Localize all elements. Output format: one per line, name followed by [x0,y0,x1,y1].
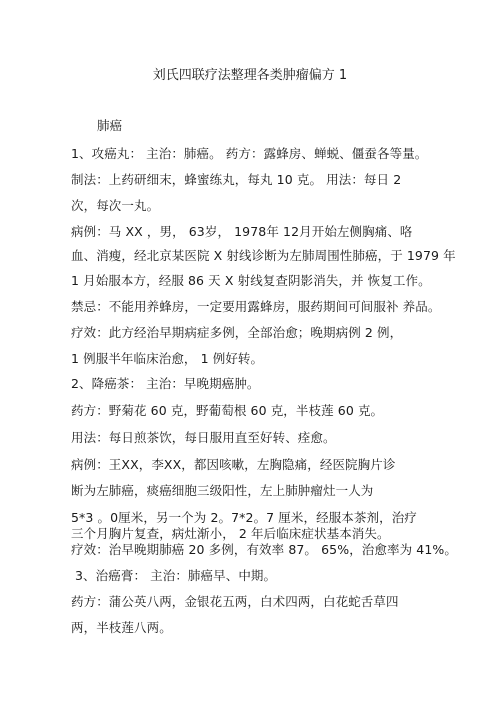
text-line: 制法：上药研细末，蜂蜜练丸，每丸 10 克。 用法：每日 2 [71,172,402,187]
text-line: 1 月始服本方，经服 86 天 X 射线复查阴影消失，并 恢复工作。 [71,273,431,288]
section-heading-lung-cancer: 肺癌 [97,118,123,133]
text-line: 5*3 。0厘米，另一个为 2。7*2。7 厘米，经服本茶剂，治疗 [71,510,417,525]
text-line: 两，半枝莲八两。 [71,620,172,635]
text-line: 疗效：治早晚期肺癌 20 多例，有效率 87。 65%，治愈率为 41%。 [71,542,457,557]
text-line: 3、治癌膏： 主治：肺癌早、中期。 [75,568,277,583]
text-line: 药方：蒲公英八两，金银花五两，白术四两，白花蛇舌草四 [71,594,399,609]
text-line: 1 例服半年临床治愈， 1 例好转。 [71,351,264,366]
text-line: 2、降癌茶： 主治：早晚期癌肿。 [71,376,260,391]
text-line: 用法：每日煎茶饮，每日服用直至好转、痊愈。 [71,430,336,445]
text-line: 病例：马 XX ，男， 63岁， 1978年 12月开始左侧胸痛、咯 [71,224,413,239]
text-line: 断为左肺癌，痰癌细胞三级阳性，左上肺肿瘤灶一人为 [71,483,374,498]
text-line: 三个月胸片复查，病灶渐小， 2 年后临床症状基本消失。 [71,526,390,541]
text-line: 禁忌：不能用养蜂房，一定要用露蜂房，服药期间可间服补 养品。 [71,299,441,314]
text-line: 疗效：此方经治早期病症多例，全部治愈；晚期病例 2 例， [71,325,403,340]
text-line: 1、攻癌丸： 主治：肺癌。 药方：露蜂房、蝉蜕、僵蚕各等量。 [71,146,428,161]
text-line: 病例：王XX，李XX，都因咳嗽，左胸隐痛，经医院胸片诊 [71,457,396,472]
document-title: 刘氏四联疗法整理各类肿瘤偏方 1 [152,68,348,83]
text-line: 次，每次一丸。 [71,198,160,213]
text-line: 血、消瘦，经北京某医院 X 射线诊断为左肺周围性肺癌，于 1979 年 [71,248,456,263]
text-line: 药方：野菊花 60 克，野葡萄根 60 克，半枝莲 60 克。 [71,403,384,418]
